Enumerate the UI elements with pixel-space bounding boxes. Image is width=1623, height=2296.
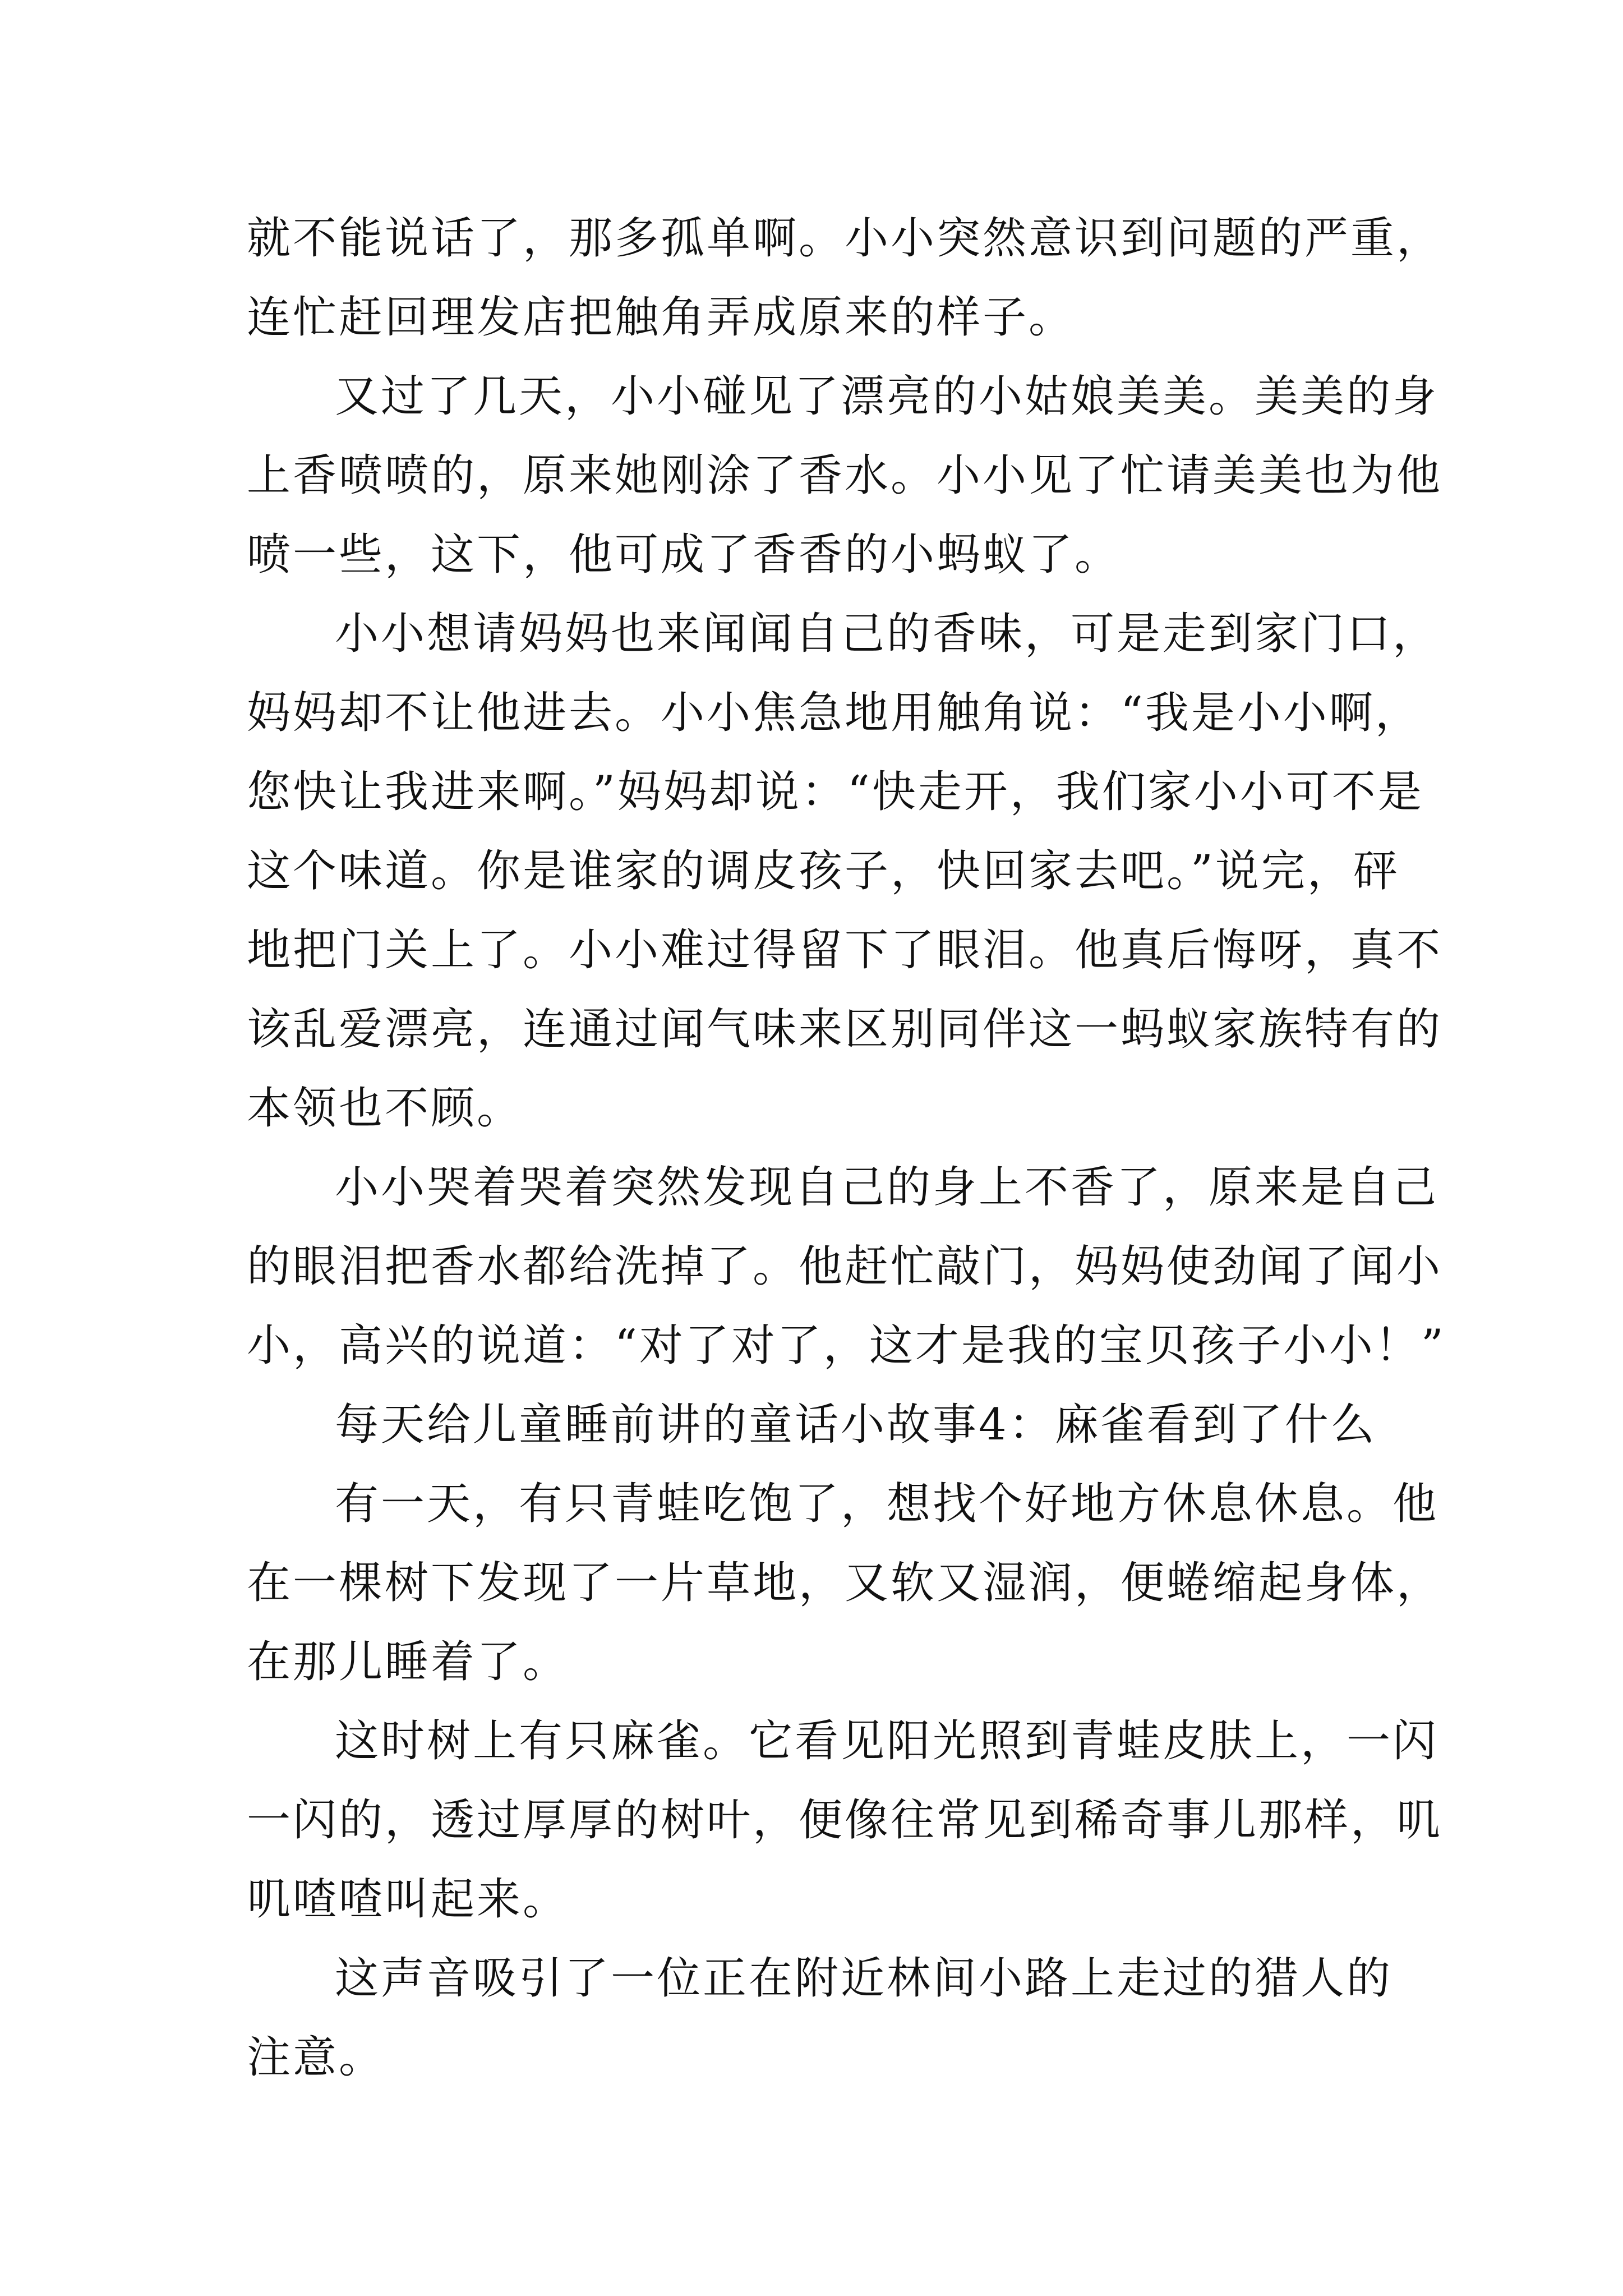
text-line: 该乱爱漂亮，连通过闻气味来区别同伴这一蚂蚁家族特有的 bbox=[247, 1004, 1443, 1055]
text-line: 的眼泪把香水都给洗掉了。他赶忙敲门，妈妈使劲闻了闻小 bbox=[247, 1241, 1443, 1292]
text-line: 在那儿睡着了。 bbox=[247, 1637, 569, 1687]
text-line: 注意。 bbox=[247, 2032, 385, 2083]
text-line: 您快让我进来啊。”妈妈却说：“快走开，我们家小小可不是 bbox=[247, 767, 1424, 817]
text-line: 地把门关上了。小小难过得留下了眼泪。他真后悔呀，真不 bbox=[247, 925, 1443, 976]
text-line: 有一天，有只青蛙吃饱了，想找个好地方休息休息。他 bbox=[335, 1479, 1439, 1529]
text-line: 妈妈却不让他进去。小小焦急地用触角说：“我是小小啊， bbox=[247, 688, 1421, 738]
text-line: 本领也不顾。 bbox=[247, 1083, 523, 1134]
text-line: 这声音吸引了一位正在附近林间小路上走过的猎人的 bbox=[335, 1953, 1393, 2004]
text-line: 小小哭着哭着突然发现自己的身上不香了，原来是自己 bbox=[335, 1162, 1439, 1213]
text-line: 这时树上有只麻雀。它看见阳光照到青蛙皮肤上，一闪 bbox=[335, 1716, 1439, 1766]
text-line: 一闪的，透过厚厚的树叶，便像往常见到稀奇事儿那样，叽 bbox=[247, 1795, 1443, 1846]
section-heading: 每天给儿童睡前讲的童话小故事4：麻雀看到了什么 bbox=[335, 1400, 1377, 1450]
text-line: 就不能说话了，那多孤单啊。小小突然意识到问题的严重， bbox=[247, 213, 1443, 264]
text-line: 这个味道。你是谁家的调皮孩子，快回家去吧。”说完，砰 bbox=[247, 846, 1399, 896]
text-line: 小小想请妈妈也来闻闻自己的香味，可是走到家门口， bbox=[335, 609, 1439, 659]
document-body bbox=[247, 199, 1446, 2097]
text-line: 叽喳喳叫起来。 bbox=[247, 1874, 569, 1925]
text-line: 在一棵树下发现了一片草地，又软又湿润，便蜷缩起身体， bbox=[247, 1558, 1443, 1608]
text-line: 连忙赶回理发店把触角弄成原来的样子。 bbox=[247, 292, 1075, 343]
text-line: 上香喷喷的，原来她刚涂了香水。小小见了忙请美美也为他 bbox=[247, 450, 1443, 501]
text-line: 小，高兴的说道：“对了对了，这才是我的宝贝孩子小小！” bbox=[247, 1320, 1446, 1371]
text-line: 喷一些，这下，他可成了香香的小蚂蚁了。 bbox=[247, 530, 1121, 580]
text-line: 又过了几天，小小碰见了漂亮的小姑娘美美。美美的身 bbox=[335, 371, 1439, 422]
